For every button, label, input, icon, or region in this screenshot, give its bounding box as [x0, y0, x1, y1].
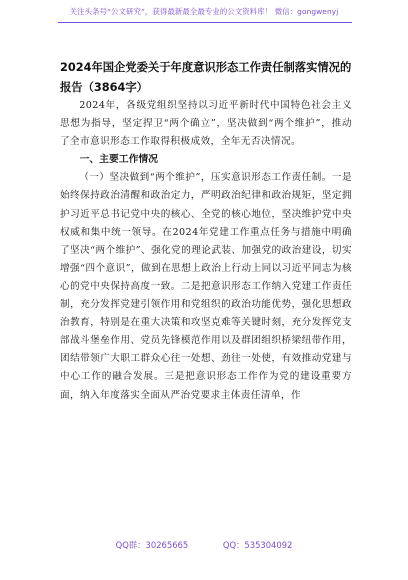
footer-contact: [0, 539, 408, 551]
intro-paragraph: 2024年，各级党组织坚持以习近平新时代中国特色社会主义思想为指导，坚定捍卫“两个确立”，坚决做到“两个维护”，推动了全市意识形态工作取得积极成效，全年无否决情况。: [60, 100, 352, 148]
header-divider: [58, 22, 352, 23]
document-body: [60, 97, 352, 405]
header-banner: 关注头条号“公文研究”，获得最新最全最专业的公文资料库！ 微信：gongwenyj: [69, 7, 339, 16]
document-title: 2024年国企党委关于年度意识形态工作责任制落实情况的报告（3864字）: [60, 61, 352, 94]
section-heading: 一、主要工作情况: [79, 154, 158, 166]
body-paragraph: （一）坚决做到“两个维护”，压实意识形态工作责任制。一是始终保持政治清醒和政治定力，严明政治纪律和政治规矩，坚定拥护习近平总书记党中央的核心、全党的核心地位，坚决维护党中央权威和集中统一领导。在2024年党建工作重点任务与措施中明确了坚决“两个维护”、强化党的理论武装、加强党的政治建设，切实增强“四个意识”，做到在思想上政治上行动上同以习近平同志为核心的党中央保持高度一致。二是把意识形态工作纳入党建工作责任制，充分发挥党建引领作用和党组织的政治功能优势，强化思想政治教育，特别是在重大决策和攻坚克难等关键时刻，充分发挥党支部战斗堡垒作用、党员先锋模范作用以及群团组织桥梁纽带作用，团结带领广大职工群众心往一处想、劲往一处使，有效推动党建与中心工作的融合发展。三是把意识形态工作作为党的建设重要方面，纳入年度落实全面从严治党要求主体责任清单，作: [60, 172, 352, 401]
qq-label: QQ：535304092: [222, 540, 293, 550]
qq-group-label: QQ群：30265665: [115, 540, 189, 550]
